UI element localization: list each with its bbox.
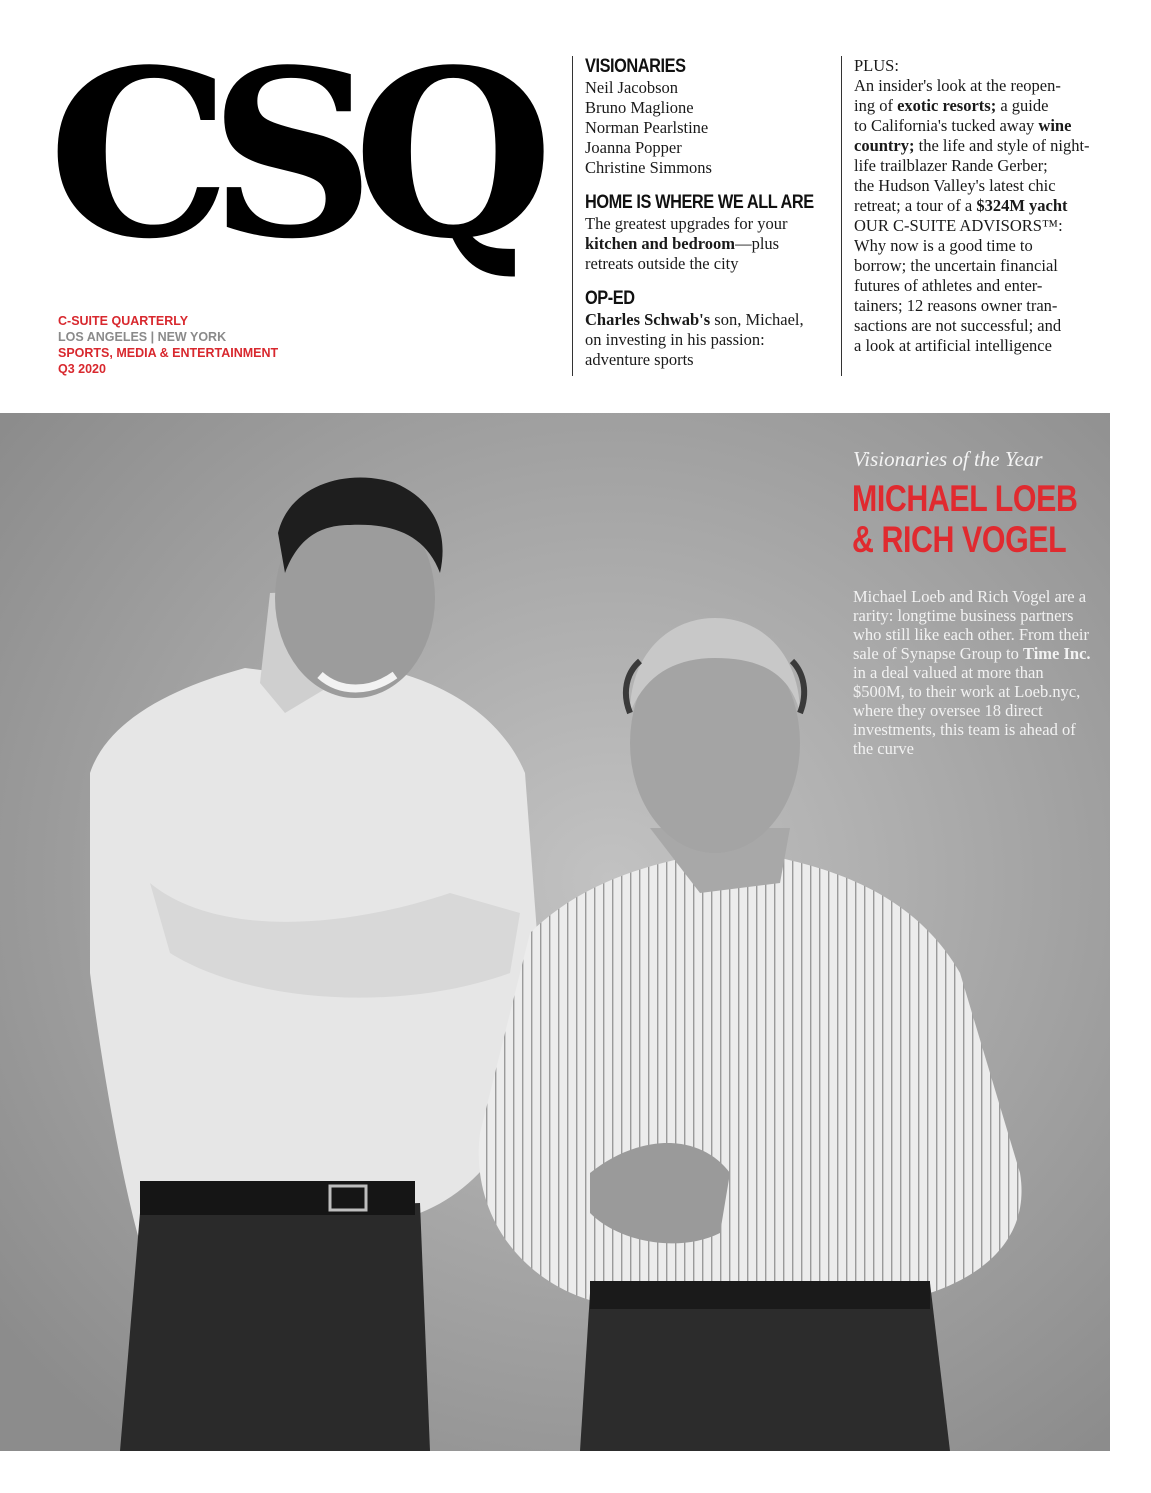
visionary-name: Neil Jacobson [585,78,679,97]
feature-text: Michael Loeb and Rich Vogel are a rarity: longtime business partners who still like each other. From their sale of Synapse Group to [853,587,1089,663]
home-text: retreats outside the city [585,254,739,273]
oped-description [585,310,845,370]
contents-column-right [841,56,1144,376]
advisors-text: a look at artificial intelligence [854,336,1052,355]
home-description [585,214,845,274]
visionary-name: Christine Simmons [585,158,712,177]
advisors-text: borrow; the uncertain financial [854,256,1058,275]
feature-highlight: Time Inc. [1023,644,1091,663]
cover-photo-illustration [0,413,1110,1451]
plus-text: a guide [996,96,1049,115]
visionary-name: Norman Pearlstine [585,118,709,137]
oped-text: son, Michael, [710,310,804,329]
visionaries-heading: VISIONARIES [585,56,686,77]
home-text: —plus [735,234,780,253]
issue-theme: SPORTS, MEDIA & ENTERTAINMENT [58,346,279,360]
plus-text: to California's tucked away [854,116,1039,135]
plus-text: retreat; a tour of a [854,196,977,215]
publication-name: C-SUITE QUARTERLY [58,314,189,328]
advisors-text: Why now is a good time to [854,236,1033,255]
advisors-text: sactions are not successful; and [854,316,1062,335]
advisors-text: tainers; 12 reasons owner tran- [854,296,1058,315]
advisors-description [854,236,1144,356]
contents-column-middle [572,56,845,376]
plus-highlight: country; [854,136,915,155]
plus-highlight: wine [1038,116,1072,135]
cover-photo [0,413,1110,1451]
csq-logo: CSQ [48,20,532,290]
feature-text: in a deal valued at more than $500M, to their work at Loeb.nyc, where they oversee 18 direct investments, this team is ahead of the curve [853,663,1081,758]
feature-title-line: MICHAEL LOEB [852,478,1078,519]
locations: LOS ANGELES | NEW YORK [58,330,227,344]
plus-highlight: $324M yacht [976,196,1068,215]
plus-text: life trailblazer Rande Gerber; [854,156,1048,175]
plus-text: the Hudson Valley's latest chic [854,176,1056,195]
issue-date: Q3 2020 [58,362,106,376]
home-heading: HOME IS WHERE WE ALL ARE [585,192,814,213]
oped-heading: OP-ED [585,288,635,309]
feature-body [853,587,1098,758]
plus-description [854,76,1144,216]
masthead-info [58,313,278,377]
plus-text: ing of [854,96,898,115]
visionary-name: Bruno Maglione [585,98,694,117]
plus-highlight: exotic resorts; [897,96,997,115]
plus-text: An insider's look at the reopen- [854,76,1061,95]
advisors-heading: OUR C-SUITE ADVISORS™: [854,216,1063,235]
feature-title-line: & RICH VOGEL [852,519,1067,560]
oped-text: adventure sports [585,350,694,369]
visionary-name: Joanna Popper [585,138,682,157]
plus-text: the life and style of night- [914,136,1090,155]
oped-highlight: Charles Schwab's [585,310,711,329]
feature-label: Visionaries of the Year [853,447,1043,471]
visionaries-list [585,78,845,178]
advisors-text: futures of athletes and enter- [854,276,1043,295]
home-highlight: kitchen and bedroom [585,234,736,253]
feature-title [852,478,1123,560]
oped-text: on investing in his passion: [585,330,765,349]
plus-heading: PLUS: [854,56,899,75]
home-text: The greatest upgrades for your [585,214,788,233]
